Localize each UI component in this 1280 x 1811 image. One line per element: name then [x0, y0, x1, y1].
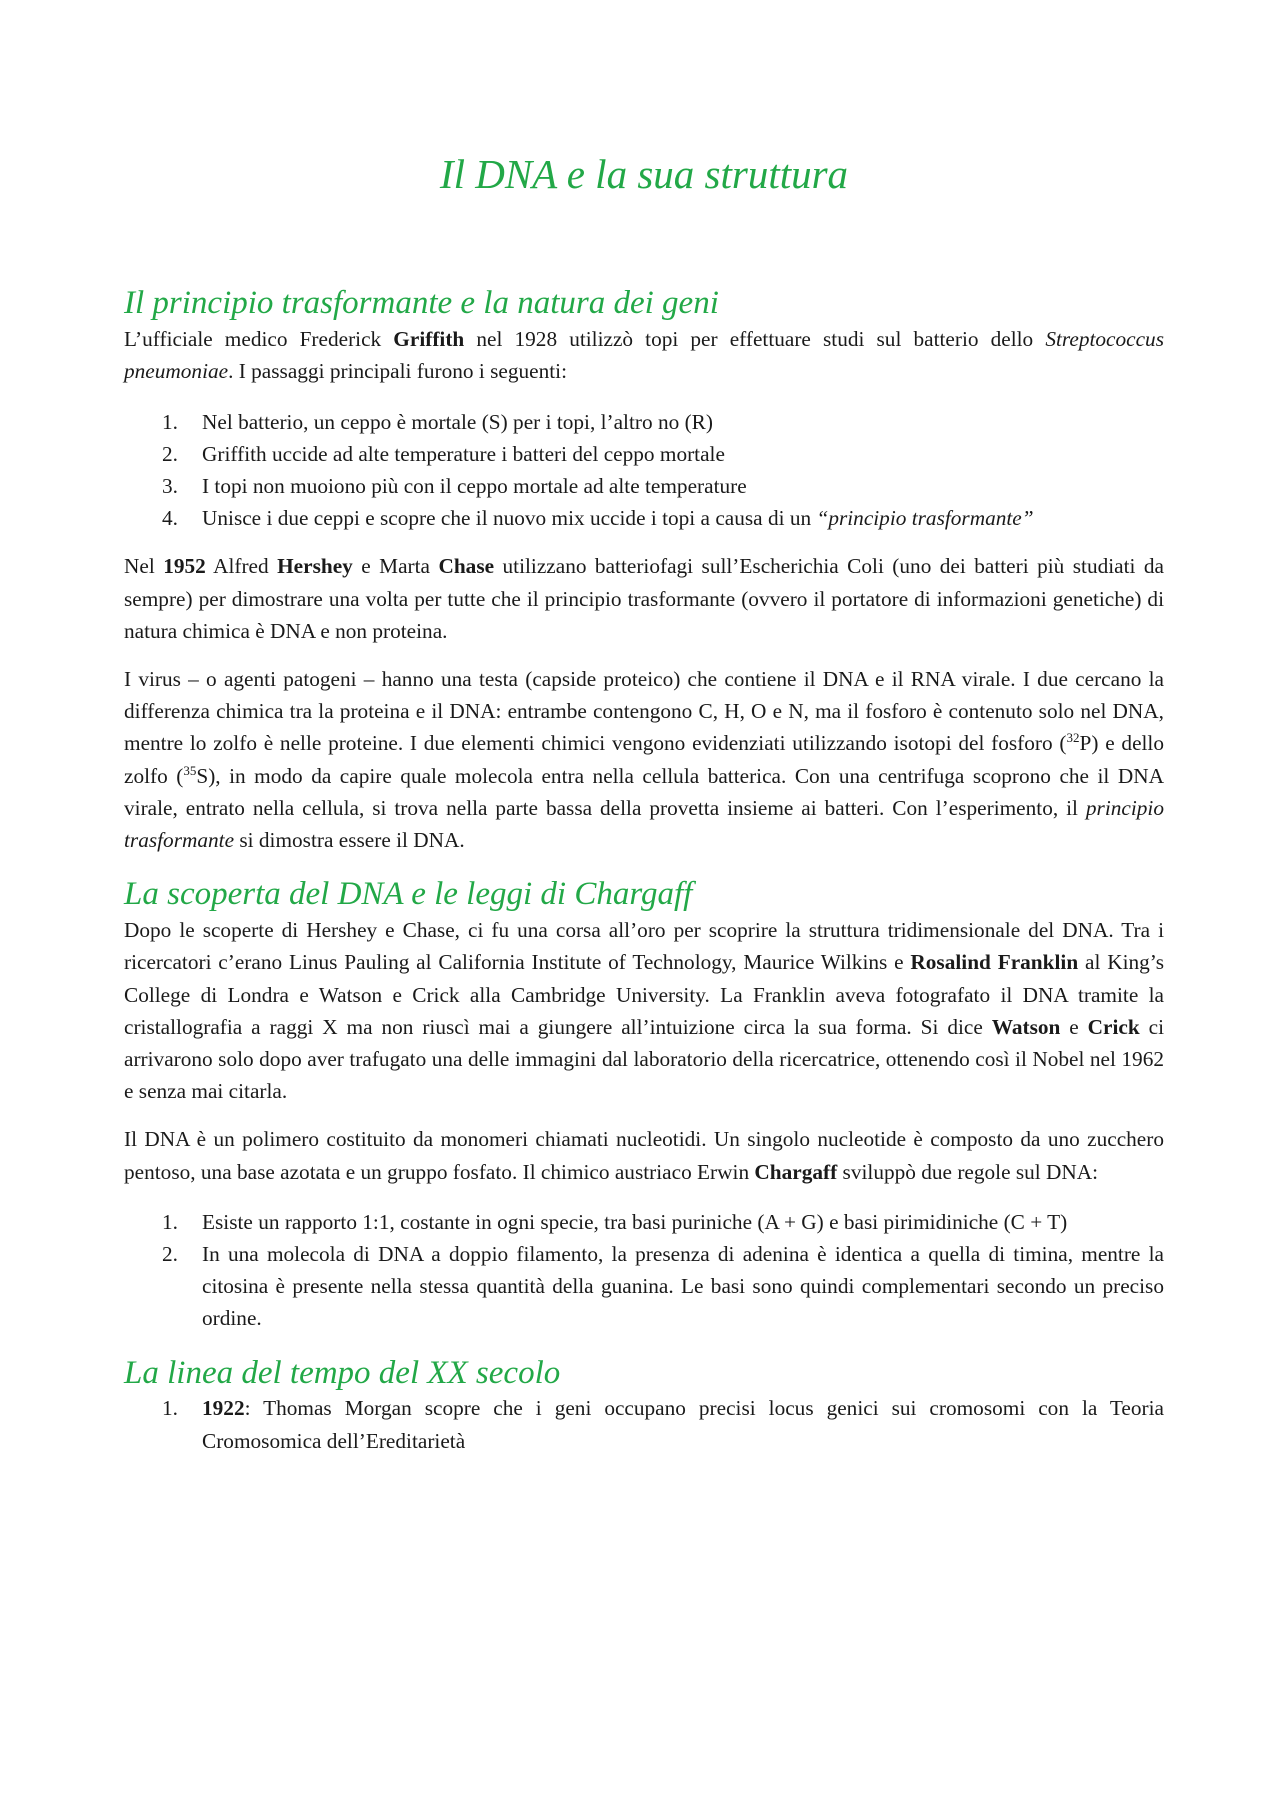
paragraph-scoperta-dna: Dopo le scoperte di Hershey e Chase, ci fu una corsa all’oro per scoprire la struttura tridimensionale del DNA. Tra i ricercatori c’erano Linus Pauling al California Institute of Technology, Maurice Wilkins e Rosalind Franklin al King’s College di Londra e Watson e Crick alla Cambridge University. La Franklin aveva fotografato il DNA tramite la cristallografia a raggi X ma non riuscì mai a giungere all’intuizione circa la sua forma. Si dice Watson e Crick ci arrivarono solo dopo aver trafugato una delle immagini dal laboratorio della ricercatrice, ottenendo così il Nobel nel 1962 e senza mai citarla. — [124, 918, 1164, 1104]
list-chargaff-rules — [124, 1206, 1164, 1335]
list-item: 4. Unisce i due ceppi e scopre che il nuovo mix uccide i topi a causa di un “principio trasformante” — [162, 506, 1034, 531]
section-heading-chargaff: La scoperta del DNA e le leggi di Chargaff — [124, 876, 693, 913]
section-heading-timeline: La linea del tempo del XX secolo — [124, 1354, 561, 1391]
document-title: Il DNA e la sua struttura — [439, 151, 849, 197]
list-item: 2. In una molecola di DNA a doppio filamento, la presenza di adenina è identica a quella di timina, mentre la citosina è presente nella stessa quantità della guanina. Le basi sono quindi complementari secondo un preciso ordine. — [162, 1241, 1164, 1331]
paragraph-griffith: L’ufficiale medico Frederick Griffith nel 1928 utilizzò topi per effettuare studi sul batterio dello Streptococcus pneumoniae. I passaggi principali furono i seguenti: — [124, 327, 1164, 384]
list-item: 2. Griffith uccide ad alte temperature i batteri del ceppo mortale — [162, 441, 725, 466]
paragraph-hershey-chase: Nel 1952 Alfred Hershey e Marta Chase utilizzano batteriofagi sull’Escherichia Coli (uno dei batteri più studiati da sempre) per dimostrare una volta per tutte che il principio trasformante (ovvero il portatore di informazioni genetiche) di natura chimica è DNA e non proteina. — [124, 554, 1164, 643]
list-item: 1. 1922: Thomas Morgan scopre che i geni occupano precisi locus genici sui cromosomi con la Teoria Cromosomica dell’Ereditarietà — [162, 1396, 1164, 1453]
list-griffith-steps — [124, 406, 1164, 535]
list-timeline — [124, 1392, 1164, 1456]
section-heading-principio: Il principio trasformante e la natura dei geni — [124, 285, 719, 322]
paragraph-polimero: Il DNA è un polimero costituito da monomeri chiamati nucleotidi. Un singolo nucleotide è composto da uno zucchero pentoso, una base azotata e un gruppo fosfato. Il chimico austriaco Erwin Chargaff sviluppò due regole sul DNA: — [124, 1127, 1164, 1184]
paragraph-virus: I virus – o agenti patogeni – hanno una testa (capside proteico) che contiene il DNA e il RNA virale. I due cercano la differenza chimica tra la proteina e il DNA: entrambe contengono C, H, O e N, ma il fosforo è contenuto solo nel DNA, mentre lo zolfo è nelle proteine. I due elementi chimici vengono evidenziati utilizzando isotopi del fosforo ($^{32}$P) e dello zolfo ($^{35}$S), in modo da capire quale molecola entra nella cellula batterica. Con una centrifuga scoprono che il DNA virale, entrato nella cellula, si trova nella parte bassa della provetta insieme ai batteri. Con l’esperimento, il principio trasformante si dimostra essere il DNA. — [124, 666, 1164, 852]
list-item: 1. Esiste un rapporto 1:1, costante in ogni specie, tra basi puriniche (A + G) e basi pirimidiniche (C + T) — [162, 1209, 1068, 1234]
list-item: 1. Nel batterio, un ceppo è mortale (S) per i topi, l’altro no (R) — [162, 409, 713, 434]
document-page — [124, 150, 1164, 1473]
list-item: 3. I topi non muoiono più con il ceppo mortale ad alte temperature — [162, 473, 747, 498]
